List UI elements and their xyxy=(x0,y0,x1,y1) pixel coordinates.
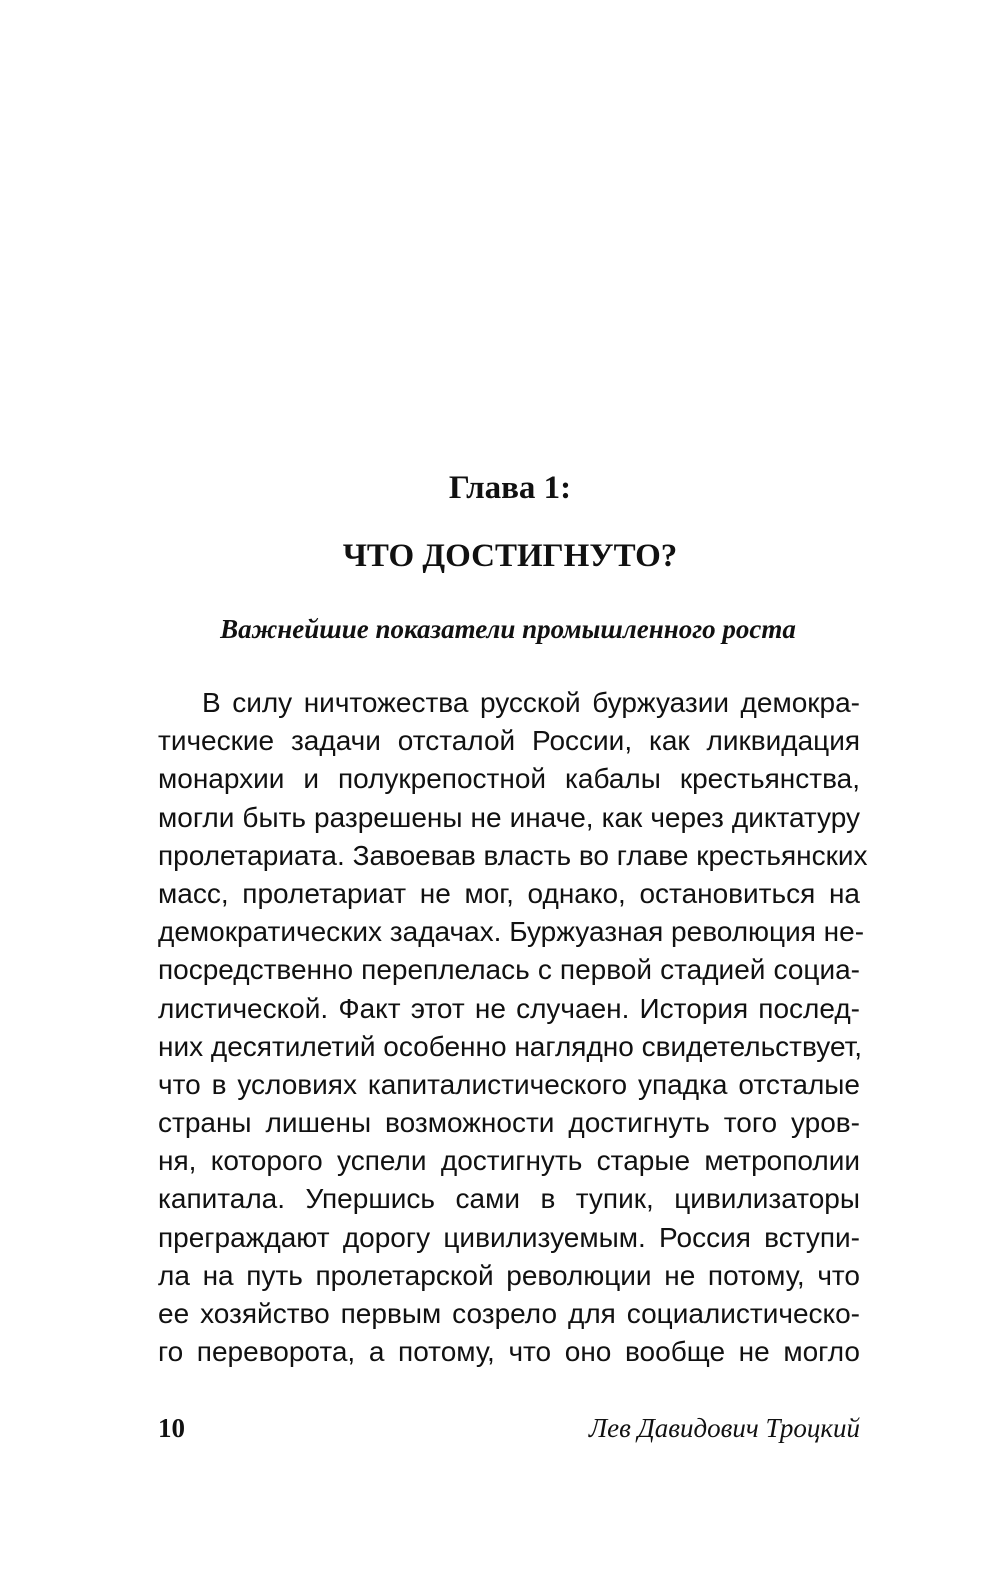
text-line: них десятилетий особенно наглядно свидетельствует, xyxy=(158,1030,863,1062)
text-line: ее хозяйство первым созрело для социалистическо- xyxy=(158,1298,860,1329)
section-title: Важнейшие показатели промышленного роста xyxy=(220,614,796,644)
chapter-title: ЧТО ДОСТИГНУТО? xyxy=(342,538,678,574)
text-line: ла на путь пролетарской революции не потому, что xyxy=(158,1259,860,1291)
chapter-label: Глава 1: xyxy=(448,470,572,506)
text-line: пролетариата. Завоевав власть во главе крестьянских xyxy=(158,839,868,871)
text-line: что в условиях капиталистического упадка отсталые xyxy=(158,1068,860,1100)
text-line: листической. Факт этот не случаен. История послед- xyxy=(158,992,860,1024)
running-header-author: Лев Давидович Троцкий xyxy=(588,1413,860,1443)
text-line: демократических задачах. Буржуазная революция не- xyxy=(158,916,865,948)
text-line: посредственно переплелась с первой стадией социа- xyxy=(158,954,860,986)
text-line: тические задачи отсталой России, как ликвидация xyxy=(158,725,860,757)
page-number: 10 xyxy=(158,1413,185,1443)
text-line: капитала. Упершись сами в тупик, цивилизаторы xyxy=(158,1183,860,1215)
text-line: го переворота, а потому, что оно вообще не могло xyxy=(158,1336,860,1368)
page-footer xyxy=(158,1413,860,1453)
text-line: В силу ничтожества русской буржуазии демокра- xyxy=(202,687,860,718)
text-line: монархии и полукрепостной кабалы крестьянства, xyxy=(158,763,860,795)
body-paragraph xyxy=(158,684,868,1371)
text-line: страны лишены возможности достигнуть того уров- xyxy=(158,1107,860,1139)
text-line: масс, пролетариат не мог, однако, остановиться на xyxy=(158,877,860,909)
text-line: могли быть разрешены не иначе, как через диктатуру xyxy=(158,801,860,833)
text-line: преграждают дорогу цивилизуемым. Россия вступи- xyxy=(158,1221,860,1253)
text-line: ня, которого успели достигнуть старые метрополии xyxy=(158,1145,860,1177)
